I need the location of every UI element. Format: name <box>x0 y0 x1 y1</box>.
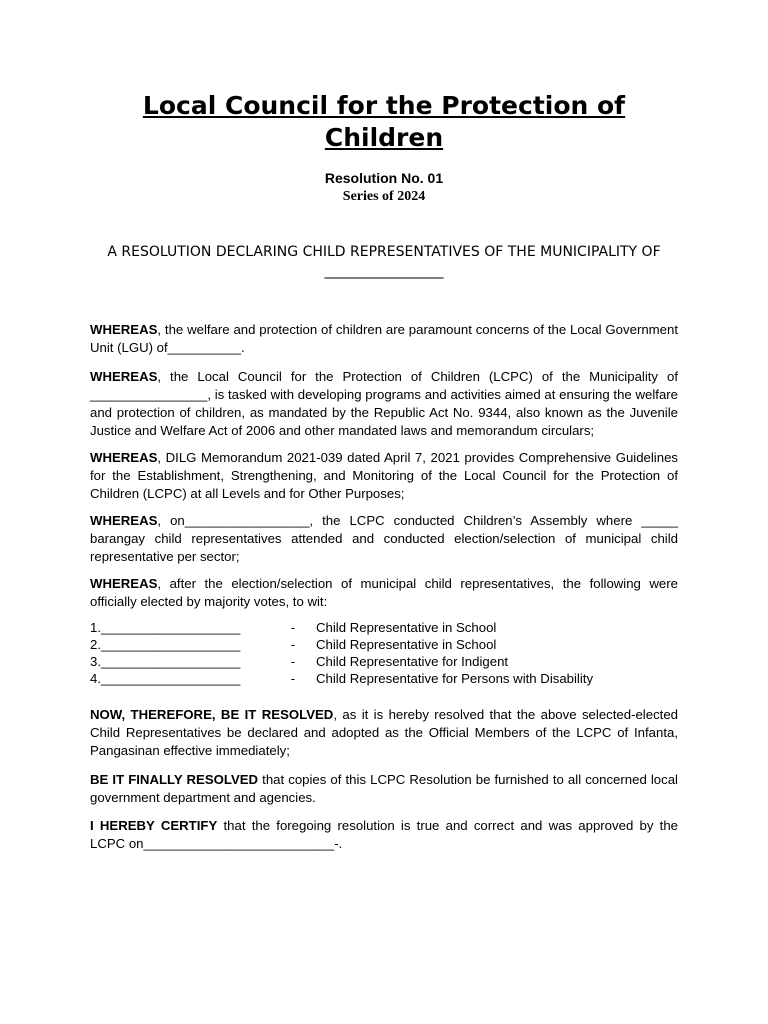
representative-row <box>90 636 678 653</box>
representative-row <box>90 653 678 670</box>
representative-role: Child Representative for Indigent <box>316 654 509 669</box>
paragraph-text: , as it is hereby resolved that the above selected-elected Child Representatives be declared and adopted as the Official Members of the LCPC of Infanta, Pangasinan effective immediately; <box>90 707 678 758</box>
paragraph-text: , the welfare and protection of children are paramount concerns of the Local Government Unit (LGU) of__________. <box>90 322 678 355</box>
whereas-paragraph <box>90 368 678 440</box>
whereas-paragraph <box>90 449 678 503</box>
name-blank: 1.___________________ <box>90 620 241 635</box>
separator-dash: - <box>290 654 296 669</box>
paragraph-text: , DILG Memorandum 2021-039 dated April 7, 2021 provides Comprehensive Guidelines for the Establishment, Strengthening, and Monitoring of the Local Council for the Protection of Children (LCPC) at all Levels and for Other Purposes; <box>90 450 678 501</box>
finally-resolved-keyword: BE IT FINALLY RESOLVED <box>90 772 259 787</box>
representative-role: Child Representative in School <box>316 637 497 652</box>
separator-dash: - <box>290 620 296 635</box>
separator-dash: - <box>290 637 296 652</box>
representative-role: Child Representative in School <box>316 620 497 635</box>
whereas-paragraph <box>90 512 678 566</box>
resolved-keyword: NOW, THEREFORE, BE IT RESOLVED <box>90 707 334 722</box>
whereas-keyword: WHEREAS <box>90 369 158 384</box>
separator-dash: - <box>290 671 296 686</box>
representative-role: Child Representative for Persons with Disability <box>316 671 594 686</box>
whereas-keyword: WHEREAS <box>90 576 158 591</box>
name-blank: 3.___________________ <box>90 654 241 669</box>
resolution-heading: A RESOLUTION DECLARING CHILD REPRESENTATIVES OF THE MUNICIPALITY OF _________________ <box>107 244 661 279</box>
resolution-number: Resolution No. 01 <box>324 170 444 186</box>
resolution-body <box>90 321 678 853</box>
document-title: Local Council for the Protection of Children <box>142 91 626 152</box>
resolution-series: Series of 2024 <box>342 189 426 204</box>
certify-keyword: I HEREBY CERTIFY <box>90 818 218 833</box>
paragraph-text: that the foregoing resolution is true and correct and was approved by the LCPC on__________________________-. <box>90 818 678 851</box>
finally-resolved-paragraph <box>90 771 678 807</box>
whereas-paragraph <box>90 575 678 611</box>
representatives-list <box>90 619 678 687</box>
whereas-keyword: WHEREAS <box>90 450 158 465</box>
representative-row <box>90 619 678 636</box>
whereas-paragraph <box>90 321 678 357</box>
paragraph-text: , the Local Council for the Protection of Children (LCPC) of the Municipality of ________________, is tasked with developing programs and activities aimed at ensuring the welfare and protection of children, as mandated by the Republic Act No. 9344, also known as the Juvenile Justice and Welfare Act of 2006 and other mandated laws and memorandum circulars; <box>90 369 678 438</box>
representative-row <box>90 670 678 687</box>
certification-paragraph <box>90 817 678 853</box>
paragraph-text: that copies of this LCPC Resolution be furnished to all concerned local government department and agencies. <box>90 772 678 805</box>
paragraph-text: , on_________________, the LCPC conducted Children’s Assembly where _____ barangay child representatives attended and conducted election/selection of municipal child representative per sector; <box>90 513 678 564</box>
whereas-keyword: WHEREAS <box>90 513 158 528</box>
resolved-paragraph <box>90 706 678 760</box>
whereas-keyword: WHEREAS <box>90 322 158 337</box>
paragraph-text: , after the election/selection of municipal child representatives, the following were officially elected by majority votes, to wit: <box>90 576 678 609</box>
name-blank: 2.___________________ <box>90 637 241 652</box>
name-blank: 4.___________________ <box>90 671 241 686</box>
